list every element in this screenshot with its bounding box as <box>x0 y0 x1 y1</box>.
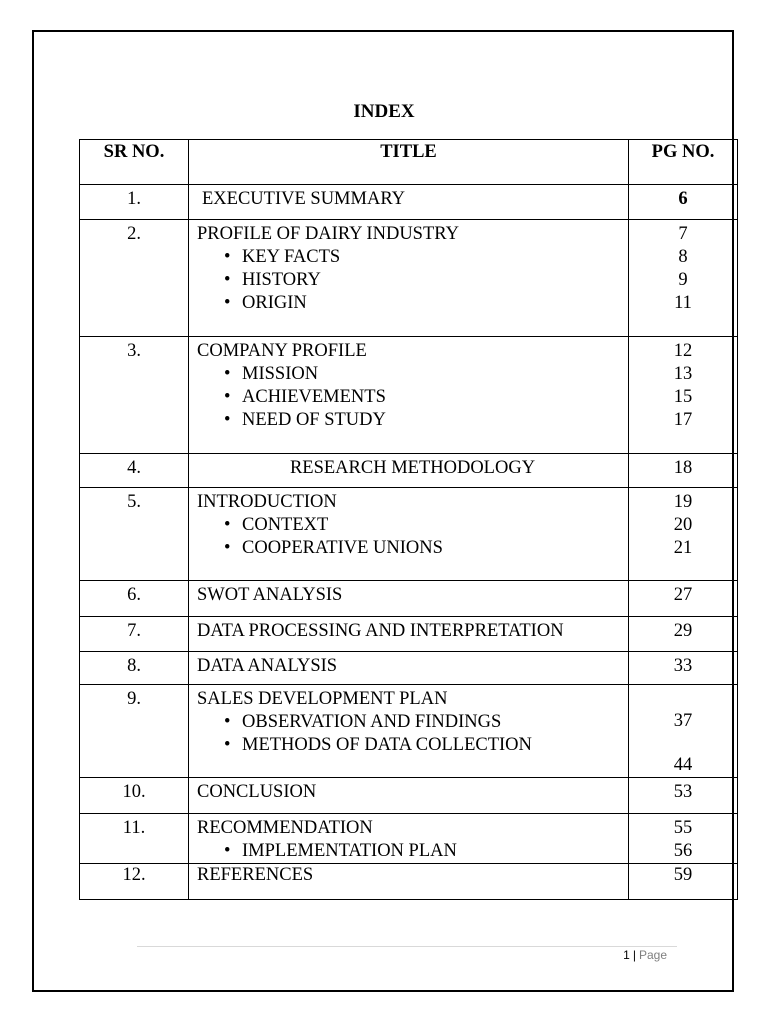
page-number: 29 <box>673 621 693 641</box>
title-cell <box>189 337 629 454</box>
sr-number: 4. <box>127 458 141 478</box>
sub-list <box>197 363 628 432</box>
page-number: 44 <box>673 755 693 775</box>
sr-cell <box>80 337 189 454</box>
sr-cell <box>80 454 189 488</box>
sub-item: • KEY FACTS <box>197 246 628 269</box>
sr-cell <box>80 814 189 864</box>
page-number: 56 <box>673 841 693 861</box>
page-number: 9 <box>678 270 688 290</box>
table-row <box>80 685 738 778</box>
entry-title: RESEARCH METHODOLOGY <box>289 458 536 478</box>
footer-page-number: 1 <box>623 948 630 962</box>
sub-list <box>197 711 628 757</box>
sr-number: 12. <box>122 865 146 885</box>
index-heading: INDEX <box>353 101 415 122</box>
sr-number: 5. <box>127 492 141 512</box>
title-cell <box>189 488 629 581</box>
page-number: 15 <box>673 387 693 407</box>
table-row <box>80 617 738 652</box>
sr-cell <box>80 685 189 778</box>
page-number: 27 <box>673 585 693 605</box>
sr-cell <box>80 220 189 337</box>
sr-cell <box>80 617 189 652</box>
entry-title: REFERENCES <box>197 865 314 885</box>
page-cell <box>629 220 738 337</box>
sr-cell <box>80 778 189 814</box>
sr-number: 3. <box>127 341 141 361</box>
sr-no-header: SR NO. <box>80 140 189 185</box>
entry-title: PROFILE OF DAIRY INDUSTRY <box>197 224 459 244</box>
page-cell <box>629 778 738 814</box>
sub-item: • COOPERATIVE UNIONS <box>197 537 628 560</box>
table-row <box>80 581 738 617</box>
sub-item: • ACHIEVEMENTS <box>197 386 628 409</box>
table-row <box>80 185 738 220</box>
page-number: 13 <box>673 364 693 384</box>
sr-cell <box>80 581 189 617</box>
table-row <box>80 454 738 488</box>
pg-no-header: PG NO. <box>629 140 738 185</box>
title-cell <box>189 652 629 685</box>
title-cell <box>189 814 629 864</box>
entry-title: SALES DEVELOPMENT PLAN <box>197 689 448 709</box>
sub-list <box>197 840 628 863</box>
page-cell <box>629 617 738 652</box>
page-number: 59 <box>673 865 693 885</box>
page-number: 53 <box>673 782 693 802</box>
page-cell <box>629 814 738 864</box>
table-row <box>80 220 738 337</box>
title-cell <box>189 581 629 617</box>
sr-cell <box>80 864 189 900</box>
sr-number: 8. <box>127 656 141 676</box>
sr-cell <box>80 488 189 581</box>
sub-item: • CONTEXT <box>197 514 628 537</box>
entry-title: EXECUTIVE SUMMARY <box>202 189 405 209</box>
page-cell <box>629 454 738 488</box>
title-cell <box>189 185 629 220</box>
page-footer <box>623 948 667 962</box>
title-cell <box>189 617 629 652</box>
table-row <box>80 814 738 864</box>
title-cell <box>189 220 629 337</box>
sr-number: 11. <box>122 818 146 838</box>
page-cell <box>629 581 738 617</box>
page-number: 8 <box>678 247 688 267</box>
table-row <box>80 778 738 814</box>
sr-number: 2. <box>127 224 141 244</box>
page-number: 6 <box>678 189 688 209</box>
entry-title: RECOMMENDATION <box>197 818 373 838</box>
page-number: 11 <box>674 293 692 313</box>
sr-number: 9. <box>127 689 141 709</box>
page-number: 33 <box>673 656 693 676</box>
entry-title: DATA PROCESSING AND INTERPRETATION <box>197 621 564 641</box>
sr-number: 7. <box>127 621 141 641</box>
sr-cell <box>80 185 189 220</box>
title-cell <box>189 778 629 814</box>
page-number: 12 <box>673 341 693 361</box>
page-number: 7 <box>678 224 688 244</box>
entry-title: INTRODUCTION <box>197 492 337 512</box>
header-row <box>80 140 738 185</box>
page-number: 19 <box>673 492 693 512</box>
sr-number: 1. <box>127 189 141 209</box>
entry-title: SWOT ANALYSIS <box>197 585 343 605</box>
table-row <box>80 337 738 454</box>
table-row <box>80 488 738 581</box>
page-number: 55 <box>673 818 693 838</box>
page-number: 17 <box>673 410 693 430</box>
entry-title: COMPANY PROFILE <box>197 341 367 361</box>
page-cell <box>629 185 738 220</box>
sub-item: • METHODS OF DATA COLLECTION <box>197 734 628 757</box>
title-header: TITLE <box>189 140 629 185</box>
index-table <box>79 139 738 900</box>
footer-separator: | <box>632 948 636 962</box>
title-cell <box>189 454 629 488</box>
sr-number: 10. <box>122 782 146 802</box>
page-cell <box>629 864 738 900</box>
sub-item: • HISTORY <box>197 269 628 292</box>
footer-rule <box>137 946 677 947</box>
table-row <box>80 652 738 685</box>
page-cell <box>629 488 738 581</box>
sub-item: • MISSION <box>197 363 628 386</box>
footer-page-word: Page <box>638 948 667 962</box>
table-row <box>80 864 738 900</box>
page-number: 37 <box>673 711 693 731</box>
title-cell <box>189 864 629 900</box>
page-number: 21 <box>673 538 693 558</box>
sub-item: • OBSERVATION AND FINDINGS <box>197 711 628 734</box>
sub-list <box>197 246 628 315</box>
sub-list <box>197 514 628 560</box>
page-cell <box>629 685 738 778</box>
entry-title: CONCLUSION <box>197 782 317 802</box>
sub-item: • NEED OF STUDY <box>197 409 628 432</box>
page-number: 18 <box>673 458 693 478</box>
entry-title: DATA ANALYSIS <box>197 656 338 676</box>
sub-item: • ORIGIN <box>197 292 628 315</box>
sr-number: 6. <box>127 585 141 605</box>
sub-item: • IMPLEMENTATION PLAN <box>197 840 628 863</box>
title-cell <box>189 685 629 778</box>
page-number: 20 <box>673 515 693 535</box>
page-cell <box>629 337 738 454</box>
sr-cell <box>80 652 189 685</box>
page-cell <box>629 652 738 685</box>
